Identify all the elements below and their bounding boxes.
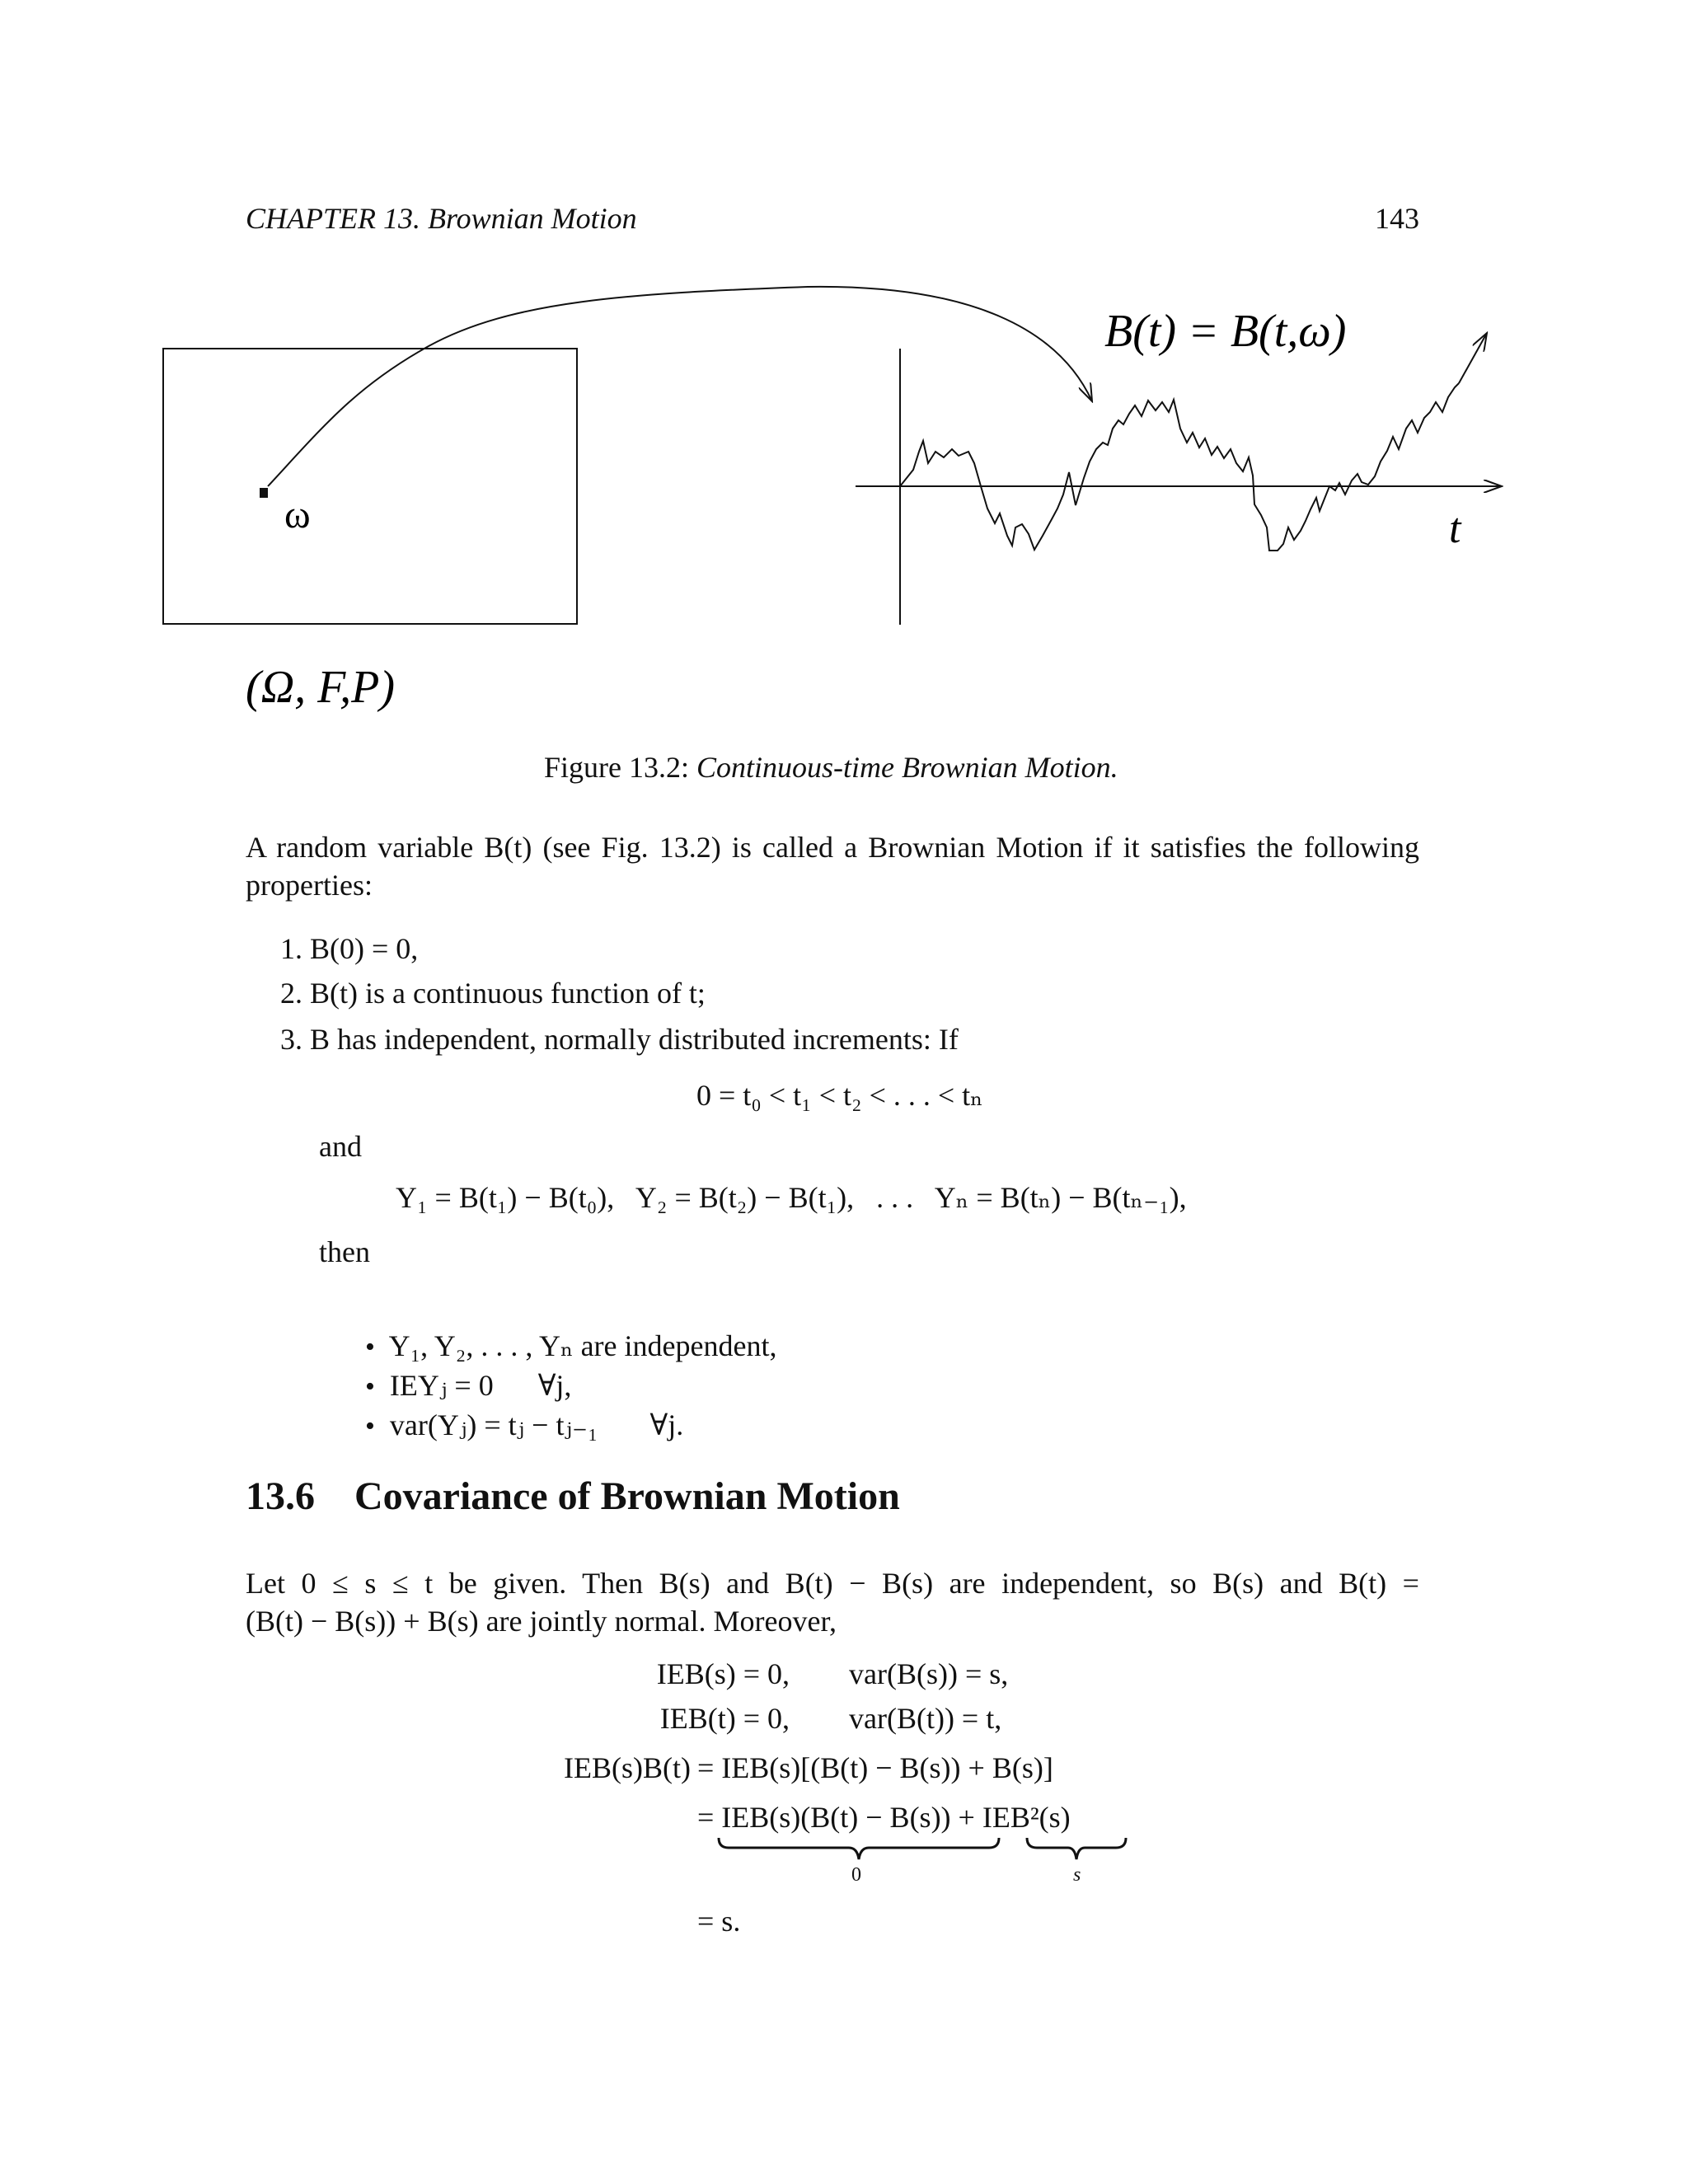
expansion-term-2: IEB²(s)	[982, 1801, 1071, 1834]
equation-var-bt: var(B(t)) = t,	[849, 1702, 1002, 1735]
running-header-chapter: CHAPTER 13. Brownian Motion	[246, 202, 637, 235]
underbrace-label-1: 0	[851, 1864, 861, 1886]
underbrace-label-2: s	[1073, 1864, 1081, 1886]
caption-text: Continuous-time Brownian Motion.	[696, 751, 1118, 784]
equation-increments: Y₁ = B(t₁) − B(t₀), Y₂ = B(t₂) − B(t₁), . . . Yₙ = B(tₙ) − B(tₙ₋₁),	[396, 1181, 1187, 1214]
brownian-motion-figure	[0, 0, 1688, 808]
equation-mean-bs: IEB(s) = 0,	[656, 1657, 790, 1690]
probability-space-label: (Ω, F,P)	[246, 662, 395, 713]
intro-paragraph: A random variable B(t) (see Fig. 13.2) is called a Brownian Motion if it satisfies the following properties:	[246, 831, 1419, 902]
equation-covariance-right: = IEB(s)[(B(t) − B(s)) + B(s)]	[697, 1751, 1053, 1784]
sample-space-rectangle	[163, 349, 577, 624]
expansion-term-1: = IEB(s)(B(t) − B(s))	[697, 1801, 951, 1834]
list-item-3: 3. B has independent, normally distributed increments: If	[280, 1023, 959, 1056]
underbraces	[717, 1836, 1146, 1864]
underbrace-2	[1027, 1838, 1126, 1859]
section-heading	[246, 1474, 900, 1519]
caption-prefix: Figure 13.2:	[544, 751, 689, 784]
underbrace-1	[719, 1838, 999, 1859]
bullet-item: • IEYⱼ = 0 ∀j,	[365, 1369, 572, 1402]
path-continuation-arrow	[1459, 333, 1487, 383]
equation-covariance-left: IEB(s)B(t)	[564, 1751, 691, 1784]
text-and: and	[319, 1130, 362, 1163]
bullet-item: • var(Yⱼ) = tⱼ − tⱼ₋₁ ∀j.	[365, 1408, 684, 1441]
section-paragraph-line-1: Let 0 ≤ s ≤ t be given. Then B(s) and B(t) − B(s) are independent, so B(s) and B(t) =	[246, 1567, 1419, 1600]
equation-var-bs: var(B(s)) = s,	[849, 1657, 1009, 1690]
list-item-1: 1. B(0) = 0,	[280, 932, 419, 965]
equation-times: 0 = t₀ < t₁ < t₂ < . . . < tₙ	[696, 1079, 983, 1112]
equation-result: = s.	[697, 1905, 741, 1938]
mapping-arrow	[268, 287, 1092, 486]
section-paragraph-line-2: (B(t) − B(s)) + B(s) are jointly normal. Moreover,	[246, 1605, 837, 1638]
section-title: Covariance of Brownian Motion	[354, 1474, 900, 1518]
list-item-2: 2. B(t) is a continuous function of t;	[280, 977, 706, 1010]
section-number: 13.6	[246, 1474, 315, 1518]
sample-point-marker	[260, 488, 268, 498]
brownian-path	[900, 383, 1459, 551]
page-number: 143	[1375, 202, 1419, 235]
equation-expansion: = IEB(s)(B(t) − B(s)) + IEB²(s)	[697, 1801, 1071, 1834]
path-label: B(t) = B(t,ω)	[1104, 306, 1347, 357]
bullet-item: • Y₁, Y₂, . . . , Yₙ are independent,	[365, 1329, 777, 1362]
omega-label: ω	[284, 493, 311, 537]
equation-mean-bt: IEB(t) = 0,	[659, 1702, 790, 1735]
figure-caption	[544, 750, 1118, 785]
text-then: then	[319, 1235, 370, 1268]
time-label: t	[1449, 505, 1461, 552]
